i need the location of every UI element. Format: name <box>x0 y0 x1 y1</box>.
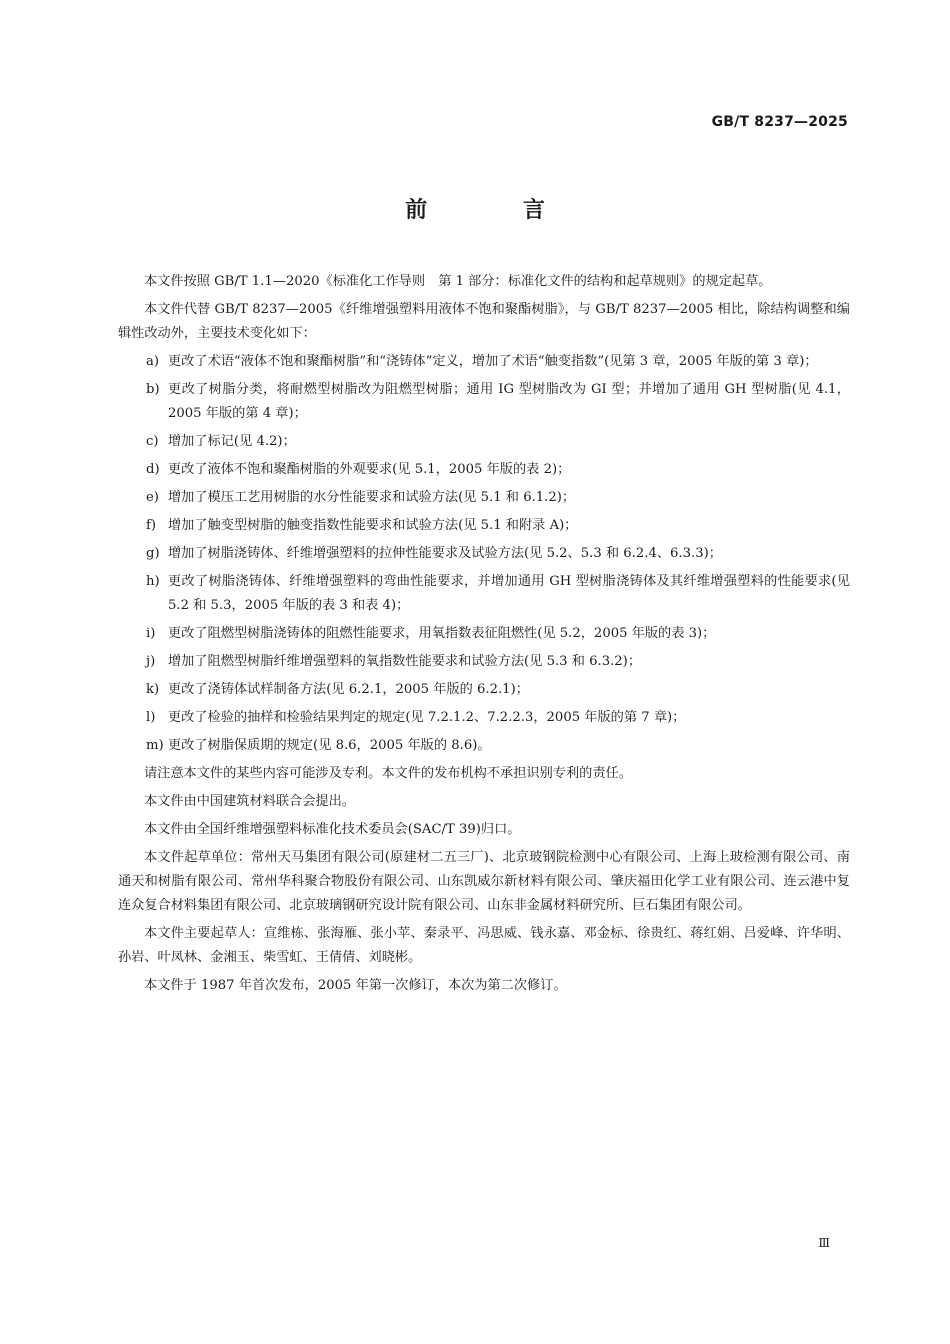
list-item <box>118 678 850 702</box>
list-item <box>118 458 850 482</box>
list-marker: b) <box>146 382 160 397</box>
proposer-paragraph: 本文件由中国建筑材料联合会提出。 <box>144 794 355 809</box>
intro-paragraph: 本文件按照 GB/T 1.1—2020《标准化工作导则 第 1 部分：标准化文件的结构和起草规则》的规定起草。 <box>144 274 772 289</box>
list-item <box>118 514 850 538</box>
history-paragraph: 本文件于 1987 年首次发布，2005 年第一次修订，本次为第二次修订。 <box>144 978 567 993</box>
list-item-text: 增加了触变型树脂的触变指数性能要求和试验方法(见 5.1 和附录 A)； <box>168 518 578 533</box>
list-marker: c) <box>146 434 159 449</box>
drafting-units-paragraph: 本文件起草单位：常州天马集团有限公司(原建材二五三厂)、北京玻钢院检测中心有限公司、上海上玻检测有限公司、南通天和树脂有限公司、常州华科聚合物股份有限公司、山东凯威尔新材料有限公司、肇庆福田化学工业有限公司、连云港中复连众复合材料集团有限公司、北京玻璃钢研究设计院有限公司、山东非金属材料研究所、巨石集团有限公司。 <box>118 850 850 913</box>
list-marker: g) <box>146 546 160 561</box>
list-item-text: 更改了树脂分类，将耐燃型树脂改为阻燃型树脂；通用 IG 型树脂改为 GI 型；并增加了通用 GH 型树脂(见 4.1，2005 年版的第 4 章)； <box>168 382 850 421</box>
list-marker: f) <box>146 518 157 533</box>
list-marker: h) <box>146 574 160 589</box>
list-item-text: 更改了阻燃型树脂浇铸体的阻燃性能要求，用氧指数表征阻燃性(见 5.2，2005 年版的表 3)； <box>168 626 716 641</box>
list-item <box>118 378 850 426</box>
list-marker: i) <box>146 626 156 641</box>
list-item <box>118 542 850 566</box>
list-item-text: 增加了树脂浇铸体、纤维增强塑料的拉伸性能要求及试验方法(见 5.2、5.3 和 6.2.4、6.3.3)； <box>168 546 722 561</box>
intro-paragraph: 本文件代替 GB/T 8237—2005《纤维增强塑料用液体不饱和聚酯树脂》，与 GB/T 8237—2005 相比，除结构调整和编辑性改动外，主要技术变化如下： <box>118 302 850 341</box>
page-number: Ⅲ <box>818 1236 830 1250</box>
list-item-text: 增加了阻燃型树脂纤维增强塑料的氧指数性能要求和试验方法(见 5.3 和 6.3.2)； <box>168 654 642 669</box>
list-item-text: 更改了液体不饱和聚酯树脂的外观要求(见 5.1，2005 年版的表 2)； <box>168 462 571 477</box>
list-marker: a) <box>146 354 160 369</box>
list-item <box>118 486 850 510</box>
drafters-paragraph: 本文件主要起草人：宣维栋、张海雁、张小苹、秦录平、冯思威、钱永嘉、邓金标、徐贵红、蒋红娟、吕爱峰、许华明、孙岩、叶凤林、金湘玉、柴雪虹、王倩倩、刘晓彬。 <box>118 926 850 965</box>
list-marker: j) <box>146 654 156 669</box>
list-marker: k) <box>146 682 160 697</box>
list-item-text: 增加了模压工艺用树脂的水分性能要求和试验方法(见 5.1 和 6.1.2)； <box>168 490 576 505</box>
list-item-text: 更改了检验的抽样和检验结果判定的规定(见 7.2.1.2、7.2.2.3，2005 年版的第 7 章)； <box>168 710 686 725</box>
list-marker: d) <box>146 462 160 477</box>
committee-paragraph: 本文件由全国纤维增强塑料标准化技术委员会(SAC/T 39)归口。 <box>144 822 521 837</box>
list-marker: e) <box>146 490 159 505</box>
list-item-text: 更改了树脂浇铸体、纤维增强塑料的弯曲性能要求，并增加通用 GH 型树脂浇铸体及其纤维增强塑料的性能要求(见 5.2 和 5.3，2005 年版的表 3 和表 4)； <box>168 574 850 613</box>
list-item <box>118 706 850 730</box>
list-item <box>118 734 850 758</box>
list-item <box>118 570 850 618</box>
list-item-text: 更改了浇铸体试样制备方法(见 6.2.1，2005 年版的 6.2.1)； <box>168 682 529 697</box>
list-item <box>118 650 850 674</box>
list-item <box>118 430 850 454</box>
patent-notice: 请注意本文件的某些内容可能涉及专利。本文件的发布机构不承担识别专利的责任。 <box>144 766 632 781</box>
list-item-text: 增加了标记(见 4.2)； <box>168 434 296 449</box>
list-item-text: 更改了树脂保质期的规定(见 8.6，2005 年版的 8.6)。 <box>168 738 491 753</box>
list-marker: m) <box>146 738 164 753</box>
changes-list <box>118 350 850 758</box>
list-item <box>118 622 850 646</box>
list-item-text: 更改了术语“液体不饱和聚酯树脂”和“浇铸体”定义，增加了术语“触变指数”(见第 3 章，2005 年版的第 3 章)； <box>168 354 818 369</box>
page-title: 前 言 <box>405 198 589 223</box>
standard-code: GB/T 8237—2025 <box>711 114 848 130</box>
list-item <box>118 350 850 374</box>
document-body <box>118 270 850 1002</box>
list-marker: l) <box>146 710 156 725</box>
